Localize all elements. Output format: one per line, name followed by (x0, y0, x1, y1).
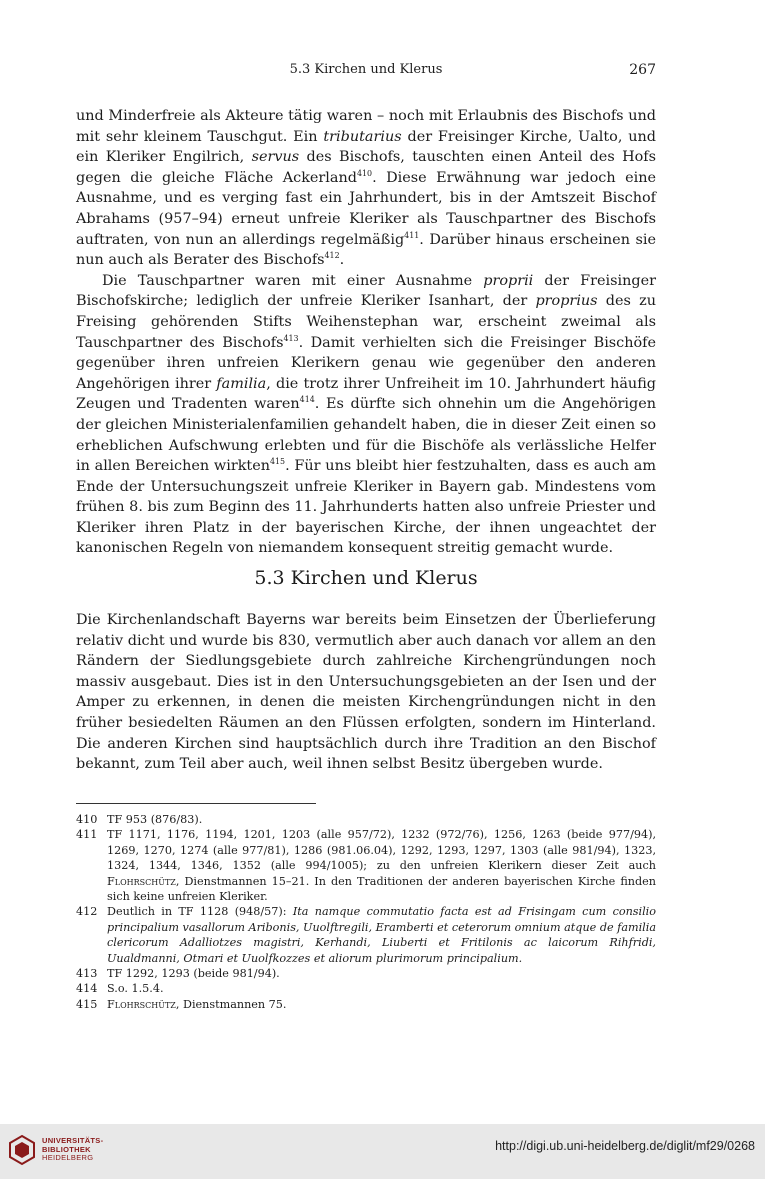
footnote-number: 413 (76, 967, 98, 981)
footnote-number: 412 (76, 905, 98, 919)
text-run: . Es dürfte sich ohnehin um die Angehörigen der gleichen Ministerialenfamilien gehandelt haben, die in dieser Zeit einen so erheblichen Aufschwung erlebten und für die Bischöfe als verlässliche Helfer in allen Bereichen wirkten (76, 396, 656, 475)
text-run: Deutlich in TF 1128 (948/57): (107, 905, 293, 919)
footnote-411 (76, 827, 656, 904)
text-run: Die Kirchenlandschaft Bayerns war bereits beim Einsetzen der Überlieferung relativ dicht und wurde bis 830, vermutlich aber auch danach vor allem an den Rändern der Siedlungsgebiete durch zahlreiche Kirchengründungen noch massiv ausgebaut. Dies ist in den Untersuchungsgebieten an der Isen und der Amper zu erkennen, in denen die meisten Kirchengründungen nicht in den früher besiedelten Räumen an den Flüssen erfolgten, sondern im Hinterland. Die anderen Kirchen sind hauptsächlich durch ihre Tradition an den Bischof bekannt, zum Teil aber auch, weil ihnen selbst Besitz übergeben wurde. (76, 612, 656, 773)
footnote-text (107, 828, 656, 903)
text-run: . (339, 252, 345, 269)
footnote-ref[interactable]: 411 (404, 230, 420, 240)
footnote-divider (76, 803, 316, 804)
paragraph-3 (76, 610, 656, 775)
text-run: , Dienstmannen 15–21. In den Traditionen der anderen bayerischen Kirche finden sich keine unfreien Kleriker. (107, 874, 656, 904)
footnote-text (107, 905, 656, 964)
footnote-415 (76, 997, 656, 1012)
footnote-number: 411 (76, 828, 98, 842)
library-logo-text (42, 1137, 103, 1163)
author-name: Flohrschütz (107, 997, 176, 1011)
viewer-footer-bar (0, 1124, 765, 1179)
footnote-text (107, 982, 164, 995)
text-run: TF 1171, 1176, 1194, 1201, 1203 (alle 957/72), 1232 (972/76), 1256, 1263 (beide 977/94), 1269, 1270, 1274 (alle 977/81), 1286 (981.06.04), 1292, 1293, 1297, 1303 (alle 981/94), 1323, 1324, 1344, 1346, 1352 (alle 994/1005); zu den unfreien Klerikern dieser Zeit auch (107, 828, 656, 873)
logo-line-3: HEIDELBERG (42, 1153, 94, 1163)
footnote-ref[interactable]: 413 (283, 333, 299, 343)
footnote-413 (76, 966, 656, 981)
footnote-number: 410 (76, 813, 98, 826)
italic-term: servus (251, 149, 300, 166)
page-number: 267 (629, 62, 656, 78)
text-run: des zu Freising gehörenden Stifts Weihenstephan war, erscheint zweimal als Tauschpartner des Bischofs (76, 293, 656, 351)
text-run: . Darüber hinaus erscheinen sie nun auch als Berater des Bischofs (76, 231, 656, 269)
italic-term: proprius (535, 293, 598, 310)
footnote-ref[interactable]: 414 (299, 395, 315, 405)
running-header-title: 5.3 Kirchen und Klerus (289, 62, 443, 77)
author-name: Flohrschütz (107, 874, 176, 888)
permalink-url[interactable]: http://digi.ub.uni-heidelberg.de/diglit/mf29/0268 (495, 1139, 755, 1153)
logo-line-1: UNIVERSITÄTS- (42, 1136, 104, 1145)
footnote-ref[interactable]: 410 (356, 168, 373, 178)
logo-line-2: BIBLIOTHEK (42, 1144, 91, 1154)
running-header (76, 62, 656, 82)
text-run: S.o. 1.5.4. (107, 982, 164, 996)
text-run: TF 1292, 1293 (beide 981/94). (107, 967, 280, 981)
footnote-410 (76, 812, 656, 827)
text-run: . Für uns bleibt hier festzuhalten, dass es auch am Ende der Untersuchungszeit unfreie Kleriker in Bayern gab. Mindestens vom frühen 8. bis zum Beginn des 11. Jahrhunderts hatten also unfreie Priester und Kleriker ihren Platz in der bayerischen Kirche, der ihnen ungeachtet der kanonischen Regeln von niemandem konsequent streitig gemacht wurde. (76, 458, 657, 557)
footnote-text (107, 998, 286, 1011)
footnote-ref[interactable]: 412 (324, 251, 340, 261)
library-logo-icon[interactable] (8, 1134, 36, 1166)
section-heading: 5.3 Kirchen und Klerus (254, 567, 478, 589)
text-run: . Damit verhielten sich die Freisinger Bischöfe gegenüber ihren unfreien Klerikern genau wie gegenüber den anderen Angehörigen ihrer (76, 334, 657, 392)
text-run: der Freisinger Kirche, Ualto, und ein Kleriker Engilrich, (76, 128, 657, 166)
text-run: der Freisinger Bischofskirche; lediglich der unfreie Kleriker Isanhart, der (76, 272, 656, 310)
body-text-lower (76, 610, 656, 775)
footnote-414 (76, 981, 656, 996)
paragraph-2 (76, 271, 656, 559)
footnote-number: 415 (76, 997, 98, 1011)
text-run: . Diese Erwähnung war jedoch eine Ausnahme, und es verging fast ein Jahrhundert, bis in der Amtszeit Bischof Abrahams (957–94) erneut unfreie Kleriker als Tauschpartner des Bischofs auftraten, von nun an allerdings regelmäßig (76, 169, 656, 248)
footnote-number: 414 (76, 982, 98, 996)
italic-term: familia (216, 375, 267, 392)
text-run: TF 953 (876/83). (107, 813, 203, 826)
footnote-412 (76, 904, 656, 966)
text-run: und Minderfreie als Akteure tätig waren – noch mit Erlaubnis des Bischofs und mit sehr kleinem Tauschgut. Ein (76, 108, 656, 145)
footnote-text (107, 967, 280, 980)
body-text-upper (76, 106, 656, 559)
italic-term: Ita namque commutatio facta est ad Frisingam cum consilio principalium vasallorum Aribonis, Uuolftregili, Eramberti et ceterorum omnium atque de familia clericorum Adalliotzes magistri, Kerhandi, Liuberti et Fritilonis ac laicorum Rihfridi, Uualdmanni, Otmari et Uuolfkozzes et aliorum plurimorum principalium. (107, 905, 657, 965)
italic-term: proprii (483, 272, 534, 289)
text-run: , die trotz ihrer Unfreiheit im 10. Jahrhundert häufig Zeugen und Tradenten waren (76, 375, 657, 413)
italic-term: tributarius (323, 128, 402, 145)
footnotes (76, 812, 656, 1012)
text-run: Die Tauschpartner waren mit einer Ausnahme (102, 272, 484, 289)
footnote-text (107, 813, 202, 826)
footnote-ref[interactable]: 415 (270, 457, 286, 467)
text-run: des Bischofs, tauschten einen Anteil des Hofs gegen die gleiche Fläche Ackerland (76, 149, 657, 186)
text-run: , Dienstmannen 75. (175, 997, 287, 1011)
paragraph-1 (76, 106, 656, 271)
